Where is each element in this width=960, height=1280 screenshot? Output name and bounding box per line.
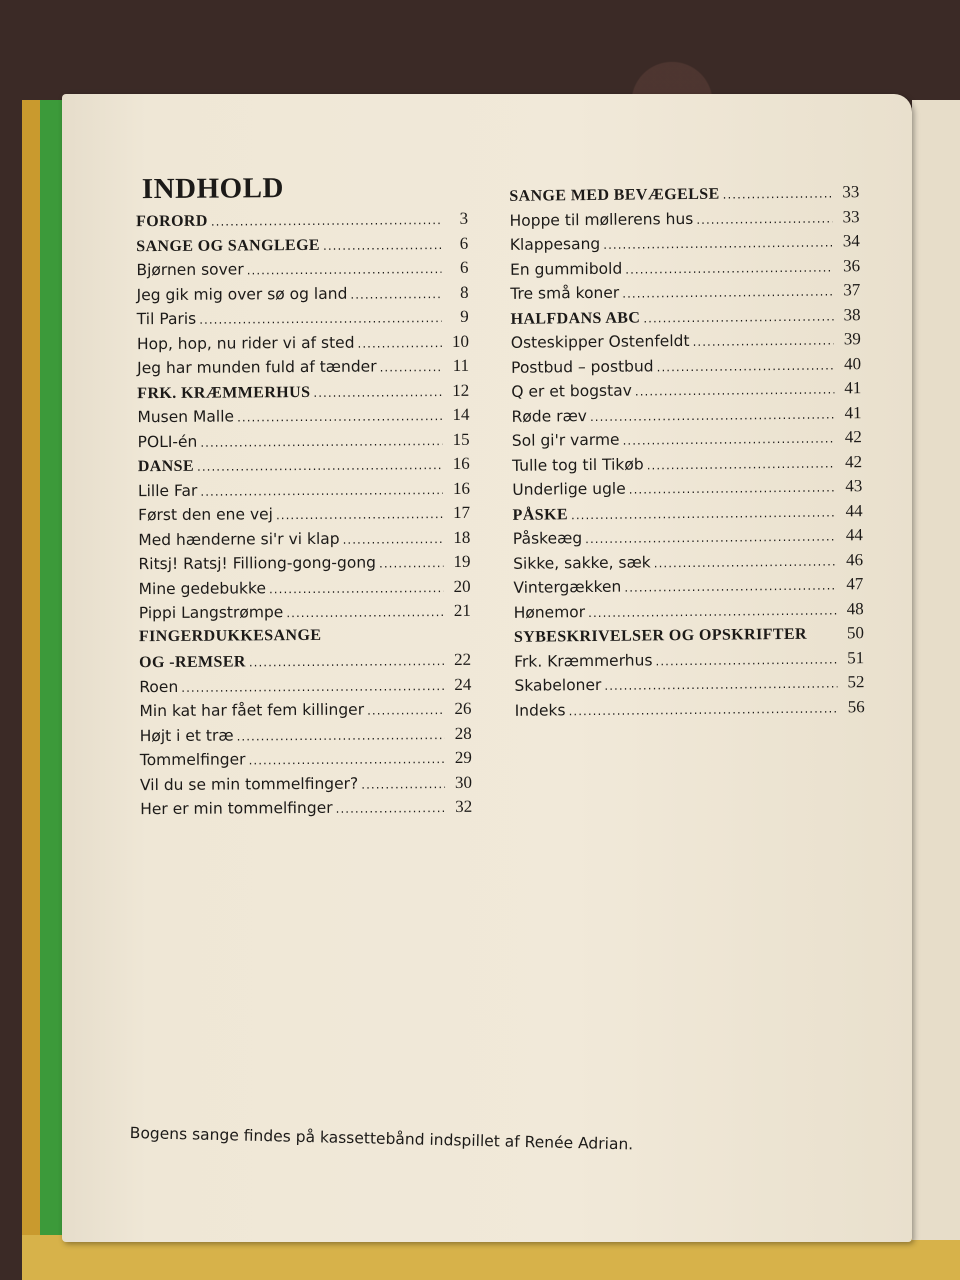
toc-entry-page: 41 bbox=[844, 378, 862, 398]
toc-entry-label: Vil du se min tommelfinger? bbox=[139, 774, 359, 794]
toc-entry-page: 41 bbox=[844, 402, 862, 422]
toc-section-heading bbox=[139, 650, 471, 677]
toc-entry-label: Først den ene vej bbox=[138, 505, 274, 525]
toc-entry bbox=[510, 231, 860, 259]
toc-entry bbox=[512, 476, 862, 504]
toc-entry-label: OG -REMSER bbox=[139, 653, 246, 672]
toc-entry-page: 22 bbox=[454, 649, 472, 669]
toc-entry bbox=[514, 648, 864, 676]
dot-leader bbox=[313, 385, 442, 400]
toc-section-heading bbox=[509, 182, 859, 210]
toc-entry-label: En gummibold bbox=[509, 259, 623, 279]
toc-entry-page: 36 bbox=[842, 255, 861, 275]
toc-entry bbox=[511, 378, 861, 406]
dot-leader bbox=[336, 801, 446, 816]
toc-entry-page: 51 bbox=[847, 647, 865, 667]
toc-entry bbox=[140, 797, 472, 824]
toc-entry-label: FORORD bbox=[136, 212, 208, 231]
toc-section-heading bbox=[136, 233, 468, 260]
toc-entry-page: 17 bbox=[453, 502, 471, 522]
toc-entry-label: Musen Malle bbox=[137, 407, 235, 427]
dot-leader bbox=[655, 652, 837, 668]
toc-entry-page: 47 bbox=[846, 574, 864, 594]
toc-entry-page: 33 bbox=[842, 182, 860, 202]
toc-entry bbox=[137, 307, 469, 334]
toc-entry-label: POLI-én bbox=[137, 432, 198, 451]
toc-entry bbox=[512, 427, 862, 455]
toc-entry bbox=[139, 601, 471, 628]
toc-entry-page: 46 bbox=[846, 549, 864, 569]
toc-entry-label: Min kat har fået fem killinger bbox=[139, 700, 365, 721]
toc-entry bbox=[138, 503, 470, 530]
dot-leader bbox=[629, 480, 836, 496]
toc-entry-label: Q er et bogstav bbox=[511, 381, 632, 401]
toc-entry-page: 32 bbox=[455, 796, 473, 816]
toc-entry-page: 30 bbox=[454, 772, 473, 792]
toc-entry-label: Tulle tog til Tikøb bbox=[512, 454, 644, 475]
toc-entry bbox=[138, 429, 470, 456]
toc-entry-page: 24 bbox=[454, 674, 472, 694]
toc-entry-page: 34 bbox=[842, 231, 860, 251]
toc-entry-label: PÅSKE bbox=[512, 505, 569, 524]
toc-entry-page: 37 bbox=[843, 280, 861, 300]
toc-entry bbox=[514, 599, 864, 627]
toc-section-heading bbox=[139, 625, 471, 652]
toc-entry-page: 38 bbox=[843, 304, 861, 324]
toc-entry bbox=[514, 672, 864, 700]
toc-entry-page: 43 bbox=[845, 476, 863, 496]
toc-section-heading bbox=[137, 380, 469, 407]
toc-entry-page: 29 bbox=[454, 747, 472, 767]
toc-entry-label: SANGE OG SANGLEGE bbox=[136, 236, 321, 255]
toc-entry-page: 8 bbox=[460, 282, 469, 302]
dot-leader bbox=[248, 752, 444, 767]
toc-entry-page: 14 bbox=[452, 404, 470, 424]
dot-leader bbox=[657, 358, 835, 374]
dot-leader bbox=[590, 407, 835, 424]
toc-entry-label: Ritsj! Ratsj! Filliong-gong-gong bbox=[138, 553, 377, 574]
dot-leader bbox=[654, 554, 837, 570]
toc-entry bbox=[140, 723, 472, 750]
toc-entry-page: 6 bbox=[459, 233, 469, 253]
dot-leader bbox=[723, 186, 833, 201]
toc-entry bbox=[139, 674, 471, 701]
toc-entry-page: 44 bbox=[845, 525, 863, 545]
toc-entry-page: 11 bbox=[452, 355, 470, 375]
toc-entry bbox=[511, 354, 861, 382]
toc-entry-label: SANGE MED BEVÆGELSE bbox=[509, 185, 720, 205]
toc-entry bbox=[137, 405, 469, 432]
dot-leader bbox=[588, 603, 837, 620]
toc-entry-label: Pippi Langstrømpe bbox=[138, 603, 284, 623]
dot-leader bbox=[249, 654, 444, 669]
toc-entry-label: Sikke, sakke, sæk bbox=[513, 552, 651, 573]
toc-entry-page: 40 bbox=[843, 353, 862, 373]
toc-left-entries bbox=[136, 209, 472, 824]
toc-entry-page: 26 bbox=[454, 698, 472, 718]
dot-leader bbox=[624, 578, 836, 594]
toc-entry bbox=[140, 748, 472, 775]
dot-leader bbox=[200, 434, 442, 450]
dot-leader bbox=[361, 777, 445, 792]
toc-entry-label: Lille Far bbox=[137, 481, 198, 500]
toc-right-entries bbox=[509, 182, 865, 725]
toc-entry-page: 9 bbox=[460, 306, 469, 326]
dot-leader bbox=[350, 287, 441, 302]
toc-entry-label: Roen bbox=[139, 677, 179, 696]
dot-leader bbox=[367, 703, 445, 718]
toc-entry-page: 56 bbox=[847, 696, 865, 716]
toc-entry bbox=[137, 356, 469, 383]
toc-entry-label: Røde ræv bbox=[511, 406, 588, 426]
dot-leader bbox=[696, 211, 832, 226]
toc-entry-label: Frk. Kræmmerhus bbox=[514, 650, 653, 671]
toc-entry-label: Hop, hop, nu rider vi af sted bbox=[136, 333, 355, 353]
dot-leader bbox=[647, 456, 836, 472]
toc-entry bbox=[513, 525, 863, 553]
dot-leader bbox=[692, 333, 833, 348]
toc-entry bbox=[139, 699, 471, 726]
toc-entry bbox=[515, 697, 865, 725]
toc-entry bbox=[138, 478, 470, 505]
toc-section-heading bbox=[138, 454, 470, 481]
toc-entry-label: Til Paris bbox=[136, 309, 197, 329]
toc-entry-label: Jeg har munden fuld af tænder bbox=[137, 357, 377, 378]
toc-title: INDHOLD bbox=[141, 172, 285, 206]
toc-entry-label: Påskeæg bbox=[512, 529, 583, 548]
toc-entry-page: 33 bbox=[842, 206, 860, 226]
toc-entry-page: 12 bbox=[452, 380, 470, 400]
dot-leader bbox=[323, 238, 441, 253]
toc-entry-label: Højt i et træ bbox=[139, 725, 234, 745]
toc-entry-label: Med hænderne si'r vi klap bbox=[138, 529, 340, 549]
toc-left-column bbox=[136, 171, 473, 824]
dot-leader bbox=[269, 581, 444, 596]
toc-section-heading bbox=[513, 501, 863, 529]
toc-entry-label: Hønemor bbox=[513, 602, 586, 622]
toc-entry-label: Jeg gik mig over sø og land bbox=[136, 284, 348, 304]
toc-entry bbox=[513, 550, 863, 578]
toc-entry-page: 15 bbox=[452, 429, 470, 449]
facing-page-edge bbox=[912, 100, 960, 1240]
dot-leader bbox=[211, 213, 441, 229]
dot-leader bbox=[237, 409, 442, 424]
toc-entry-page: 52 bbox=[847, 672, 865, 692]
toc-entry-page: 28 bbox=[454, 723, 472, 743]
dot-leader bbox=[643, 309, 833, 325]
dot-leader bbox=[585, 529, 836, 546]
toc-entry-page: 20 bbox=[453, 576, 471, 596]
toc-entry-page: 48 bbox=[846, 598, 864, 618]
toc-entry bbox=[513, 574, 863, 602]
toc-entry-label: Her er min tommelfinger bbox=[140, 798, 333, 819]
toc-entry-page: 50 bbox=[846, 623, 864, 643]
toc-entry-page: 19 bbox=[453, 551, 471, 571]
toc-entry bbox=[511, 329, 861, 357]
toc-entry-label: FINGERDUKKESANGE bbox=[138, 626, 322, 645]
dot-leader bbox=[380, 360, 443, 374]
toc-section-heading bbox=[514, 623, 864, 651]
dot-leader bbox=[571, 505, 836, 522]
dot-leader bbox=[622, 284, 833, 300]
toc-entry bbox=[137, 331, 469, 358]
toc-entry bbox=[511, 403, 861, 431]
toc-entry-label: SYBESKRIVELSER OG OPSKRIFTER bbox=[513, 625, 808, 646]
toc-entry-label: HALFDANS ABC bbox=[510, 308, 641, 328]
toc-entry bbox=[138, 527, 470, 554]
dot-leader bbox=[604, 676, 837, 692]
footnote: Bogens sange findes på kassettebånd indspillet af Renée Adrian. bbox=[129, 1124, 634, 1154]
toc-entry bbox=[139, 576, 471, 603]
toc-entry bbox=[510, 256, 860, 284]
toc-entry-label: Skabeloner bbox=[514, 675, 602, 695]
dot-leader bbox=[237, 728, 445, 743]
toc-entry-page: 39 bbox=[843, 329, 861, 349]
dot-leader bbox=[625, 260, 833, 276]
toc-section-heading bbox=[510, 305, 860, 333]
toc-entry bbox=[512, 452, 862, 480]
dot-leader bbox=[379, 556, 444, 570]
dot-leader bbox=[247, 262, 442, 277]
toc-entry-label: Osteskipper Ostenfeldt bbox=[510, 331, 690, 352]
dot-leader bbox=[181, 679, 444, 695]
dot-leader bbox=[622, 431, 834, 447]
dot-leader bbox=[200, 483, 443, 499]
toc-entry-label: DANSE bbox=[137, 457, 195, 476]
toc-section-heading bbox=[136, 209, 468, 236]
toc-entry-page: 18 bbox=[453, 527, 471, 547]
toc-entry bbox=[137, 282, 469, 309]
toc-entry-label: Postbud – postbud bbox=[510, 356, 654, 377]
toc-entry-label: Tommelfinger bbox=[139, 750, 246, 770]
toc-entry bbox=[509, 207, 859, 235]
dot-leader bbox=[603, 235, 833, 251]
toc-entry-page: 42 bbox=[844, 427, 862, 447]
toc-entry bbox=[510, 280, 860, 308]
toc-entry-label: Bjørnen sover bbox=[136, 260, 244, 280]
dot-leader bbox=[635, 382, 835, 398]
toc-entry-label: Vintergækken bbox=[513, 577, 622, 597]
toc-entry-page: 10 bbox=[451, 331, 469, 351]
dot-leader bbox=[286, 605, 444, 620]
toc-entry-label: Indeks bbox=[514, 700, 566, 720]
toc-entry bbox=[140, 772, 472, 799]
toc-entry-label: FRK. KRÆMMERHUS bbox=[137, 383, 311, 402]
toc-entry-page: 16 bbox=[452, 478, 471, 498]
toc-entry-page: 6 bbox=[459, 257, 469, 277]
toc-entry-page: 16 bbox=[452, 453, 470, 473]
toc-entry-page: 21 bbox=[453, 600, 471, 620]
toc-entry bbox=[136, 258, 468, 285]
dot-leader bbox=[276, 507, 443, 522]
dot-leader bbox=[197, 458, 443, 474]
toc-entry-label: Klappesang bbox=[509, 234, 601, 254]
toc-entry-label: Tre små koner bbox=[510, 283, 620, 303]
toc-entry-label: Sol gi'r varme bbox=[511, 430, 620, 450]
book-cover-edge bbox=[22, 100, 62, 1275]
dot-leader bbox=[343, 532, 444, 547]
toc-right-column bbox=[509, 182, 865, 725]
dot-leader bbox=[357, 336, 442, 351]
toc-entry-page: 42 bbox=[844, 451, 863, 471]
dot-leader bbox=[199, 311, 442, 327]
toc-entry-page: 3 bbox=[459, 208, 469, 228]
toc-entry-label: Mine gedebukke bbox=[138, 578, 267, 598]
toc-entry-page: 44 bbox=[845, 500, 863, 520]
toc-entry-label: Hoppe til møllerens hus bbox=[509, 209, 694, 230]
toc-entry bbox=[138, 552, 470, 579]
dot-leader bbox=[568, 701, 837, 718]
dot-leader bbox=[324, 639, 444, 640]
toc-entry-label: Underlige ugle bbox=[512, 479, 626, 499]
